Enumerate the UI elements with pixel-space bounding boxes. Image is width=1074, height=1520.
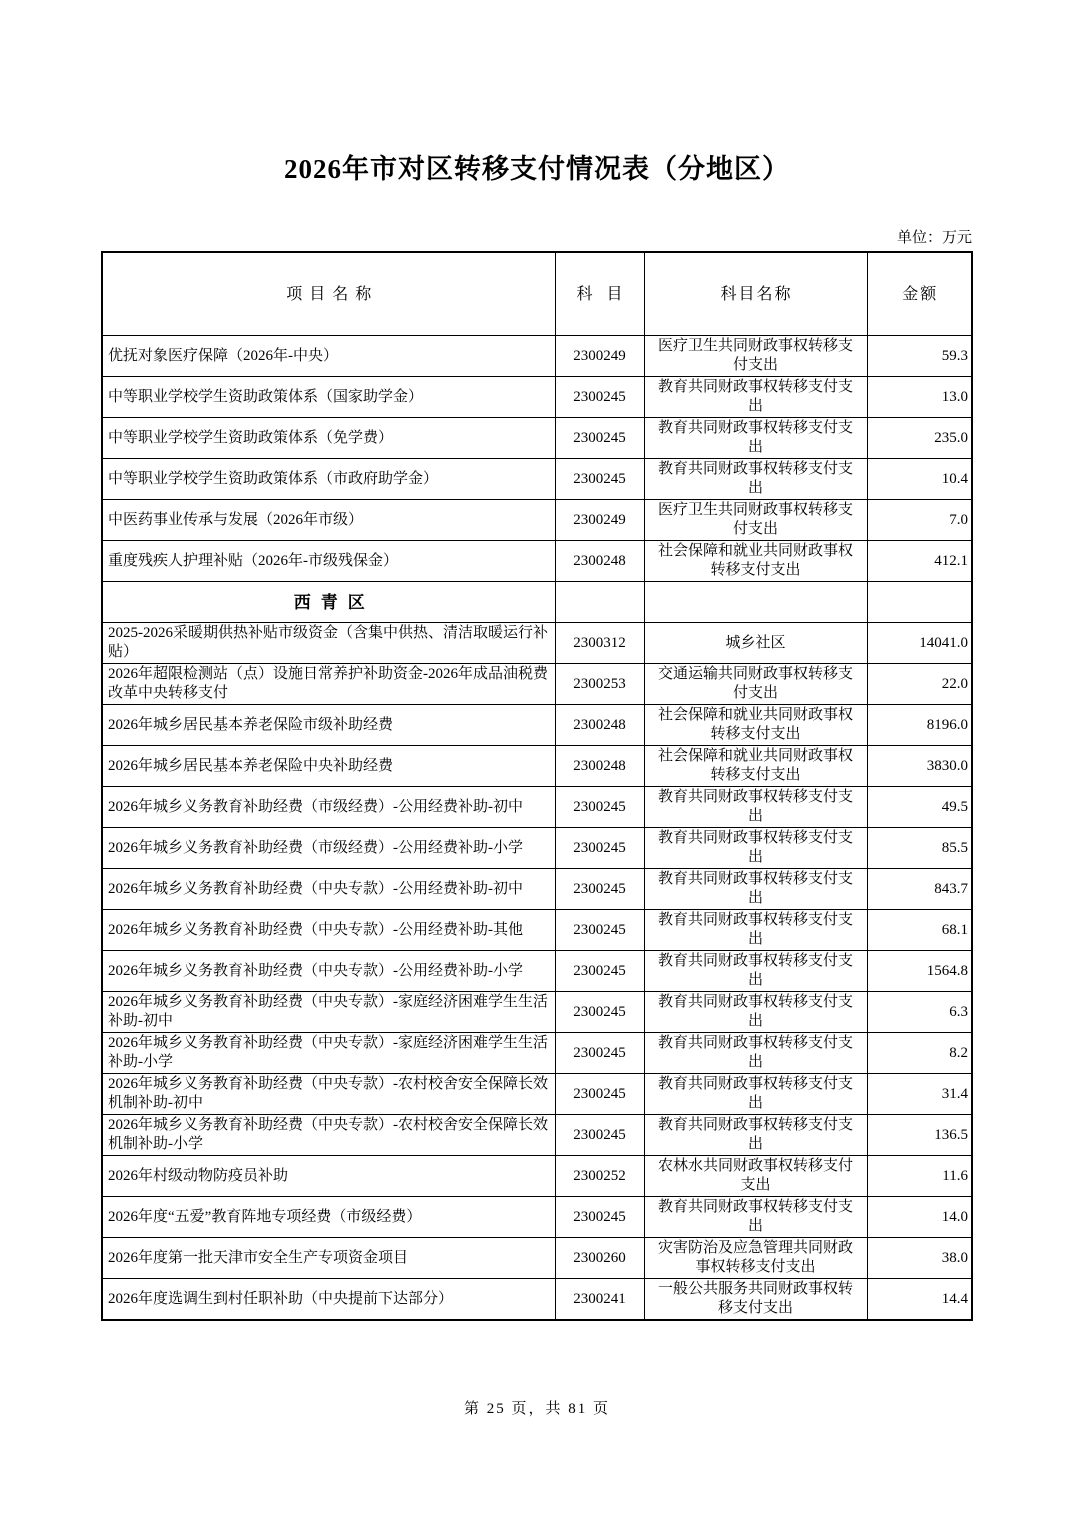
- cell-subject-code: 2300248: [555, 705, 644, 746]
- table-row: [102, 459, 972, 500]
- cell-amount: 3830.0: [867, 746, 972, 787]
- table-row: [102, 1197, 972, 1238]
- cell-subject-code: 2300249: [555, 500, 644, 541]
- cell-subject-name: 教育共同财政事权转移支付支出: [644, 377, 867, 418]
- cell-subject-code: 2300252: [555, 1156, 644, 1197]
- cell-project-name: 2026年城乡义务教育补助经费（中央专款）-公用经费补助-初中: [102, 869, 555, 910]
- cell-amount: 1564.8: [867, 951, 972, 992]
- transfer-payment-table: [101, 251, 973, 1321]
- unit-label: 单位：万元: [896, 230, 972, 246]
- cell-project-name: 2026年超限检测站（点）设施日常养护补助资金-2026年成品油税费改革中央转移支付: [102, 664, 555, 705]
- cell-project-name: 中等职业学校学生资助政策体系（免学费）: [102, 418, 555, 459]
- cell-subject-name: 医疗卫生共同财政事权转移支付支出: [644, 336, 867, 377]
- district-section-row: [102, 582, 972, 623]
- cell-project-name: 2026年度第一批天津市安全生产专项资金项目: [102, 1238, 555, 1279]
- table-row: [102, 910, 972, 951]
- cell-subject-name: 一般公共服务共同财政事权转移支付支出: [644, 1279, 867, 1321]
- cell-subject-name: 城乡社区: [644, 623, 867, 664]
- cell-subject-code: 2300245: [555, 459, 644, 500]
- cell-amount: 14041.0: [867, 623, 972, 664]
- cell-subject-name: 灾害防治及应急管理共同财政事权转移支付支出: [644, 1238, 867, 1279]
- cell-subject-name: 教育共同财政事权转移支付支出: [644, 418, 867, 459]
- cell-subject-code: 2300245: [555, 787, 644, 828]
- table-row: [102, 746, 972, 787]
- cell-project-name: 2026年城乡义务教育补助经费（中央专款）-农村校舍安全保障长效机制补助-小学: [102, 1115, 555, 1156]
- cell-subject-name: 教育共同财政事权转移支付支出: [644, 1197, 867, 1238]
- cell-amount: 6.3: [867, 992, 972, 1033]
- cell-project-name: 2026年城乡义务教育补助经费（中央专款）-家庭经济困难学生生活补助-小学: [102, 1033, 555, 1074]
- cell-subject-code: 2300245: [555, 377, 644, 418]
- cell-project-name: 重度残疾人护理补贴（2026年-市级残保金）: [102, 541, 555, 582]
- table-row: [102, 705, 972, 746]
- cell-project-name: 优抚对象医疗保障（2026年-中央）: [102, 336, 555, 377]
- cell-subject-name: 社会保障和就业共同财政事权转移支付支出: [644, 746, 867, 787]
- cell-subject-name: 社会保障和就业共同财政事权转移支付支出: [644, 541, 867, 582]
- cell-subject-code: 2300241: [555, 1279, 644, 1321]
- cell-subject-code: 2300245: [555, 869, 644, 910]
- cell-amount: 31.4: [867, 1074, 972, 1115]
- cell-project-name: 中等职业学校学生资助政策体系（市政府助学金）: [102, 459, 555, 500]
- col-header-amount: 金额: [867, 252, 972, 336]
- cell-project-name: 2026年城乡义务教育补助经费（中央专款）-农村校舍安全保障长效机制补助-初中: [102, 1074, 555, 1115]
- cell-subject-code: 2300248: [555, 541, 644, 582]
- cell-amount: 11.6: [867, 1156, 972, 1197]
- cell-amount: 14.0: [867, 1197, 972, 1238]
- cell-subject-name: 教育共同财政事权转移支付支出: [644, 1033, 867, 1074]
- col-header-project-name: 项目名称: [102, 252, 555, 336]
- col-header-subject-name: 科目名称: [644, 252, 867, 336]
- table-row: [102, 951, 972, 992]
- cell-project-name: 中等职业学校学生资助政策体系（国家助学金）: [102, 377, 555, 418]
- cell-amount: 8.2: [867, 1033, 972, 1074]
- cell-amount: 13.0: [867, 377, 972, 418]
- cell-subject-code: 2300245: [555, 1033, 644, 1074]
- table-row: [102, 787, 972, 828]
- cell-subject-name: 医疗卫生共同财政事权转移支付支出: [644, 500, 867, 541]
- table-row: [102, 1238, 972, 1279]
- empty-cell: [867, 582, 972, 623]
- cell-project-name: 2026年度“五爱”教育阵地专项经费（市级经费）: [102, 1197, 555, 1238]
- cell-subject-name: 教育共同财政事权转移支付支出: [644, 459, 867, 500]
- cell-subject-name: 教育共同财政事权转移支付支出: [644, 869, 867, 910]
- cell-project-name: 2026年城乡义务教育补助经费（中央专款）-公用经费补助-其他: [102, 910, 555, 951]
- cell-subject-name: 教育共同财政事权转移支付支出: [644, 992, 867, 1033]
- empty-cell: [555, 582, 644, 623]
- table-row: [102, 869, 972, 910]
- cell-amount: 136.5: [867, 1115, 972, 1156]
- table-row: [102, 1115, 972, 1156]
- table-row: [102, 500, 972, 541]
- cell-project-name: 2026年城乡居民基本养老保险市级补助经费: [102, 705, 555, 746]
- cell-subject-code: 2300260: [555, 1238, 644, 1279]
- cell-subject-code: 2300245: [555, 910, 644, 951]
- cell-subject-name: 农林水共同财政事权转移支付支出: [644, 1156, 867, 1197]
- cell-amount: 22.0: [867, 664, 972, 705]
- cell-subject-code: 2300245: [555, 828, 644, 869]
- cell-subject-name: 交通运输共同财政事权转移支付支出: [644, 664, 867, 705]
- table-row: [102, 336, 972, 377]
- district-section-label: 西青区: [102, 582, 555, 623]
- table-row: [102, 418, 972, 459]
- cell-amount: 10.4: [867, 459, 972, 500]
- cell-project-name: 2026年城乡义务教育补助经费（市级经费）-公用经费补助-小学: [102, 828, 555, 869]
- table-row: [102, 541, 972, 582]
- cell-project-name: 2026年城乡义务教育补助经费（市级经费）-公用经费补助-初中: [102, 787, 555, 828]
- cell-subject-name: 教育共同财政事权转移支付支出: [644, 951, 867, 992]
- cell-project-name: 2026年村级动物防疫员补助: [102, 1156, 555, 1197]
- cell-subject-name: 教育共同财政事权转移支付支出: [644, 787, 867, 828]
- cell-project-name: 2026年城乡居民基本养老保险中央补助经费: [102, 746, 555, 787]
- cell-subject-code: 2300245: [555, 1115, 644, 1156]
- cell-project-name: 2026年城乡义务教育补助经费（中央专款）-家庭经济困难学生生活补助-初中: [102, 992, 555, 1033]
- cell-amount: 49.5: [867, 787, 972, 828]
- cell-amount: 843.7: [867, 869, 972, 910]
- cell-subject-name: 教育共同财政事权转移支付支出: [644, 1074, 867, 1115]
- cell-subject-code: 2300248: [555, 746, 644, 787]
- cell-subject-code: 2300245: [555, 992, 644, 1033]
- table-row: [102, 664, 972, 705]
- table-row: [102, 623, 972, 664]
- page-number: 第 25 页，共 81 页: [463, 1401, 610, 1417]
- table-row: [102, 992, 972, 1033]
- cell-subject-code: 2300312: [555, 623, 644, 664]
- table-row: [102, 828, 972, 869]
- cell-subject-name: 社会保障和就业共同财政事权转移支付支出: [644, 705, 867, 746]
- cell-subject-code: 2300245: [555, 951, 644, 992]
- cell-project-name: 2026年度选调生到村任职补助（中央提前下达部分）: [102, 1279, 555, 1321]
- cell-amount: 68.1: [867, 910, 972, 951]
- cell-amount: 14.4: [867, 1279, 972, 1321]
- cell-subject-name: 教育共同财政事权转移支付支出: [644, 828, 867, 869]
- cell-project-name: 中医药事业传承与发展（2026年市级）: [102, 500, 555, 541]
- table-row: [102, 377, 972, 418]
- cell-subject-code: 2300245: [555, 1197, 644, 1238]
- cell-amount: 85.5: [867, 828, 972, 869]
- cell-subject-code: 2300253: [555, 664, 644, 705]
- cell-subject-code: 2300245: [555, 1074, 644, 1115]
- cell-amount: 235.0: [867, 418, 972, 459]
- cell-project-name: 2025-2026采暖期供热补贴市级资金（含集中供热、清洁取暖运行补贴）: [102, 623, 555, 664]
- table-row: [102, 1033, 972, 1074]
- cell-amount: 7.0: [867, 500, 972, 541]
- table-row: [102, 1279, 972, 1321]
- col-header-subject-code: 科目: [555, 252, 644, 336]
- table-row: [102, 1156, 972, 1197]
- cell-subject-name: 教育共同财政事权转移支付支出: [644, 1115, 867, 1156]
- cell-subject-code: 2300245: [555, 418, 644, 459]
- cell-amount: 8196.0: [867, 705, 972, 746]
- cell-project-name: 2026年城乡义务教育补助经费（中央专款）-公用经费补助-小学: [102, 951, 555, 992]
- cell-amount: 412.1: [867, 541, 972, 582]
- table-header-row: [102, 252, 972, 336]
- cell-subject-name: 教育共同财政事权转移支付支出: [644, 910, 867, 951]
- cell-subject-code: 2300249: [555, 336, 644, 377]
- page-title: 2026年市对区转移支付情况表（分地区）: [284, 154, 790, 184]
- table-row: [102, 1074, 972, 1115]
- empty-cell: [644, 582, 867, 623]
- cell-amount: 38.0: [867, 1238, 972, 1279]
- cell-amount: 59.3: [867, 336, 972, 377]
